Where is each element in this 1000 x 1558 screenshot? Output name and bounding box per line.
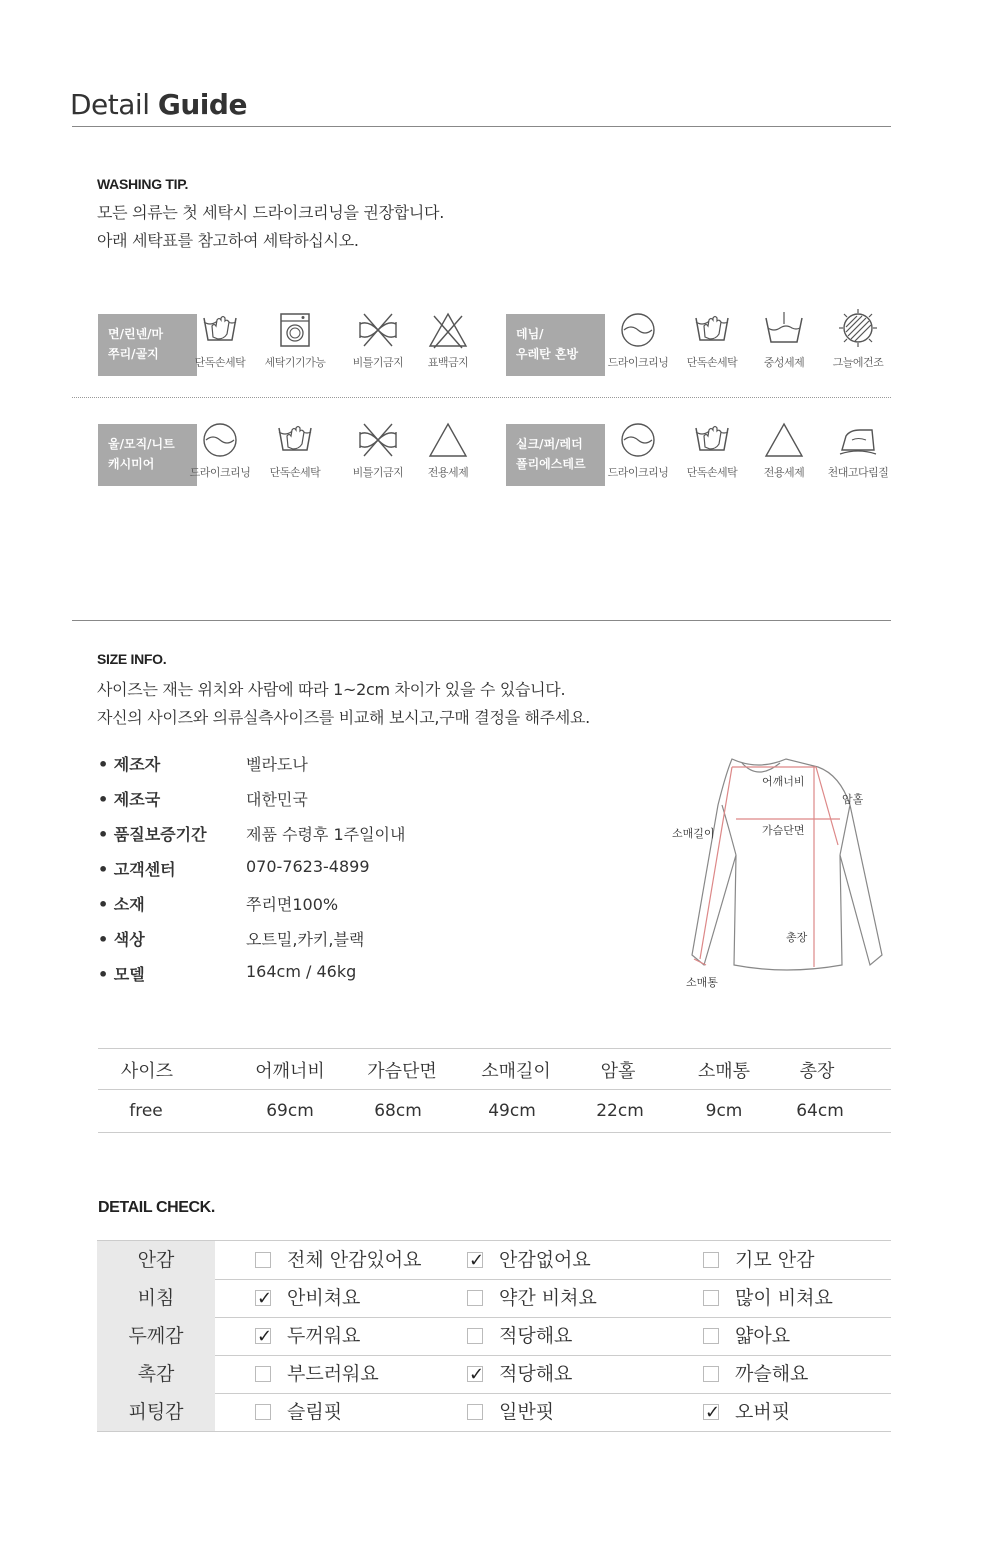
spec-value: 오트밀,카키,블랙 [246, 930, 365, 949]
checkbox-unchecked[interactable] [467, 1328, 483, 1344]
check-row [97, 1241, 891, 1280]
size-info-line2: 자신의 사이즈와 의류실측사이즈를 비교해 보시고,구매 결정을 해주세요. [97, 708, 590, 727]
dry-clean-icon [183, 420, 257, 480]
dotted-divider [72, 397, 891, 398]
fabric-label: 면/린넨/마 [108, 327, 164, 341]
checkbox-unchecked[interactable] [703, 1290, 719, 1306]
icon-label: 단독손세탁 [269, 466, 321, 479]
label-shoulder: 어깨너비 [762, 775, 805, 788]
dry-clean-icon [601, 310, 675, 370]
checkbox-unchecked[interactable] [467, 1404, 483, 1420]
fabric-label: 울/모직/니트 [108, 437, 175, 451]
checkbox-unchecked[interactable] [467, 1290, 483, 1306]
icon-label: 단독손세탁 [194, 356, 246, 369]
size-cell: 68cm [374, 1101, 422, 1121]
size-header: 어깨너비 [255, 1061, 325, 1082]
size-header: 가슴단면 [367, 1061, 437, 1082]
fabric-box-silk [506, 424, 605, 486]
dry-clean-icon [601, 420, 675, 480]
no-wring-icon [341, 310, 415, 370]
size-info-label: SIZE INFO. [97, 651, 167, 667]
washing-machine-icon [258, 310, 332, 370]
check-option-label: 까슬해요 [735, 1363, 809, 1385]
icon-label: 드라이크리닝 [607, 356, 669, 369]
no-wring-icon [341, 420, 415, 480]
check-row-head: 촉감 [97, 1355, 215, 1393]
washing-tip-line1: 모든 의류는 첫 세탁시 드라이크리닝을 권장합니다. [97, 203, 444, 222]
icon-label: 비틀기금지 [352, 356, 404, 369]
special-detergent-icon [411, 420, 485, 480]
fabric-label: 쭈리/골지 [108, 347, 159, 361]
table-border [98, 1089, 891, 1090]
hand-wash-icon [183, 310, 257, 370]
spec-value: 쭈리면100% [246, 895, 339, 914]
icon-label: 그늘에건조 [832, 356, 884, 369]
spec-key: • 모델 [98, 965, 145, 984]
table-border [98, 1132, 891, 1133]
fabric-label: 폴리에스테르 [516, 457, 586, 471]
shade-dry-icon [821, 308, 895, 370]
check-row [97, 1279, 891, 1318]
hand-wash-icon [258, 420, 332, 480]
check-row [97, 1355, 891, 1394]
label-chest: 가슴단면 [762, 824, 805, 837]
detail-check-label: DETAIL CHECK. [98, 1199, 215, 1216]
size-info-text [97, 676, 590, 732]
spec-key: • 제조국 [98, 790, 161, 809]
size-header: 소매길이 [481, 1061, 551, 1082]
check-row-head: 안감 [97, 1241, 215, 1279]
washing-tip-line2: 아래 세탁표를 참고하여 세탁하십시오. [97, 231, 359, 250]
check-row [97, 1393, 891, 1432]
checkbox-unchecked[interactable] [703, 1252, 719, 1268]
check-row [97, 1317, 891, 1356]
size-cell: 69cm [266, 1101, 314, 1121]
size-cell: 22cm [596, 1101, 644, 1121]
size-cell: 49cm [488, 1101, 536, 1121]
check-option-label: 슬림핏 [287, 1401, 343, 1423]
check-icon: ✓ [257, 1326, 273, 1347]
checkbox-unchecked[interactable] [255, 1366, 271, 1382]
check-option-label: 두꺼워요 [287, 1325, 361, 1347]
hand-wash-icon [675, 310, 749, 370]
icon-label: 단독손세탁 [686, 466, 738, 479]
checkbox-checked[interactable] [703, 1402, 721, 1423]
icon-label: 중성세제 [763, 356, 805, 369]
spec-value: 제품 수령후 1주일이내 [246, 825, 406, 844]
check-option-label: 약간 비쳐요 [499, 1287, 597, 1309]
check-row-head: 비침 [97, 1279, 215, 1317]
checkbox-unchecked[interactable] [703, 1366, 719, 1382]
size-cell: free [129, 1101, 163, 1121]
size-cell: 64cm [796, 1101, 844, 1121]
check-icon: ✓ [469, 1250, 485, 1271]
check-option-label: 얇아요 [735, 1325, 791, 1347]
fabric-label: 우레탄 혼방 [516, 347, 579, 361]
check-row-head: 피팅감 [97, 1393, 215, 1431]
check-option-label: 전체 안감있어요 [287, 1249, 422, 1271]
size-header: 사이즈 [120, 1061, 174, 1082]
iron-cloth-icon [821, 420, 895, 480]
spec-value: 대한민국 [246, 790, 308, 809]
label-armhole: 암홀 [842, 793, 864, 806]
check-option-label: 부드러워요 [287, 1363, 379, 1385]
page-title [70, 88, 247, 121]
check-option-label: 오버핏 [735, 1401, 791, 1423]
checkbox-checked[interactable] [467, 1364, 485, 1385]
check-row-head: 두께감 [97, 1317, 215, 1355]
checkbox-unchecked[interactable] [255, 1404, 271, 1420]
table-border [98, 1048, 891, 1049]
checkbox-checked[interactable] [255, 1326, 273, 1347]
spec-value: 벨라도나 [246, 755, 308, 774]
icon-label: 비틀기금지 [352, 466, 404, 479]
check-icon: ✓ [469, 1364, 485, 1385]
label-sleeve-length: 소매길이 [672, 827, 715, 840]
check-option-label: 적당해요 [499, 1325, 573, 1347]
fabric-label: 실크/퍼/레더 [516, 437, 583, 451]
icon-label: 표백금지 [427, 356, 469, 369]
spec-value: 070-7623-4899 [246, 857, 370, 876]
spec-key: • 고객센터 [98, 860, 176, 879]
spec-key: • 소재 [98, 895, 145, 914]
checkbox-unchecked[interactable] [255, 1252, 271, 1268]
check-option-label: 많이 비쳐요 [735, 1287, 833, 1309]
checkbox-checked[interactable] [255, 1288, 273, 1309]
spec-key: • 제조자 [98, 755, 161, 774]
header-divider [72, 126, 891, 127]
check-option-label: 안감없어요 [499, 1249, 591, 1271]
label-total-length: 총장 [786, 931, 808, 944]
icon-label: 단독손세탁 [686, 356, 738, 369]
spec-value: 164cm / 46kg [246, 962, 357, 981]
fabric-label: 캐시미어 [108, 457, 155, 471]
no-bleach-icon [411, 310, 485, 370]
title-bold: Guide [157, 88, 247, 121]
special-detergent-icon [747, 420, 821, 480]
washing-tip-text [97, 199, 444, 255]
spec-key: • 품질보증기간 [98, 825, 207, 844]
check-option-label: 적당해요 [499, 1363, 573, 1385]
check-option-label: 일반핏 [499, 1401, 555, 1423]
size-header: 암홀 [600, 1061, 636, 1082]
icon-label: 세탁기기가능 [264, 356, 326, 369]
check-option-label: 기모 안감 [735, 1249, 815, 1271]
size-divider [72, 620, 891, 621]
size-info-line1: 사이즈는 재는 위치와 사람에 따라 1~2cm 차이가 있을 수 있습니다. [97, 680, 566, 699]
label-cuff: 소매통 [686, 976, 718, 989]
title-light: Detail [70, 88, 150, 121]
size-header: 소매통 [697, 1061, 751, 1082]
checkbox-unchecked[interactable] [703, 1328, 719, 1344]
hand-wash-icon [675, 420, 749, 480]
size-header: 총장 [799, 1061, 835, 1082]
check-icon: ✓ [705, 1402, 721, 1423]
icon-label: 전용세제 [427, 466, 469, 479]
icon-label: 드라이크리닝 [189, 466, 251, 479]
checkbox-checked[interactable] [467, 1250, 485, 1271]
fabric-box-denim [506, 314, 605, 376]
icon-label: 전용세제 [763, 466, 805, 479]
neutral-detergent-icon [747, 310, 821, 370]
check-option-label: 안비쳐요 [287, 1287, 361, 1309]
check-icon: ✓ [257, 1288, 273, 1309]
spec-key: • 색상 [98, 930, 145, 949]
size-cell: 9cm [705, 1101, 743, 1121]
washing-tip-label: WASHING TIP. [97, 176, 189, 192]
icon-label: 드라이크리닝 [607, 466, 669, 479]
fabric-label: 데님/ [516, 327, 544, 341]
icon-label: 천대고다림질 [827, 466, 889, 479]
